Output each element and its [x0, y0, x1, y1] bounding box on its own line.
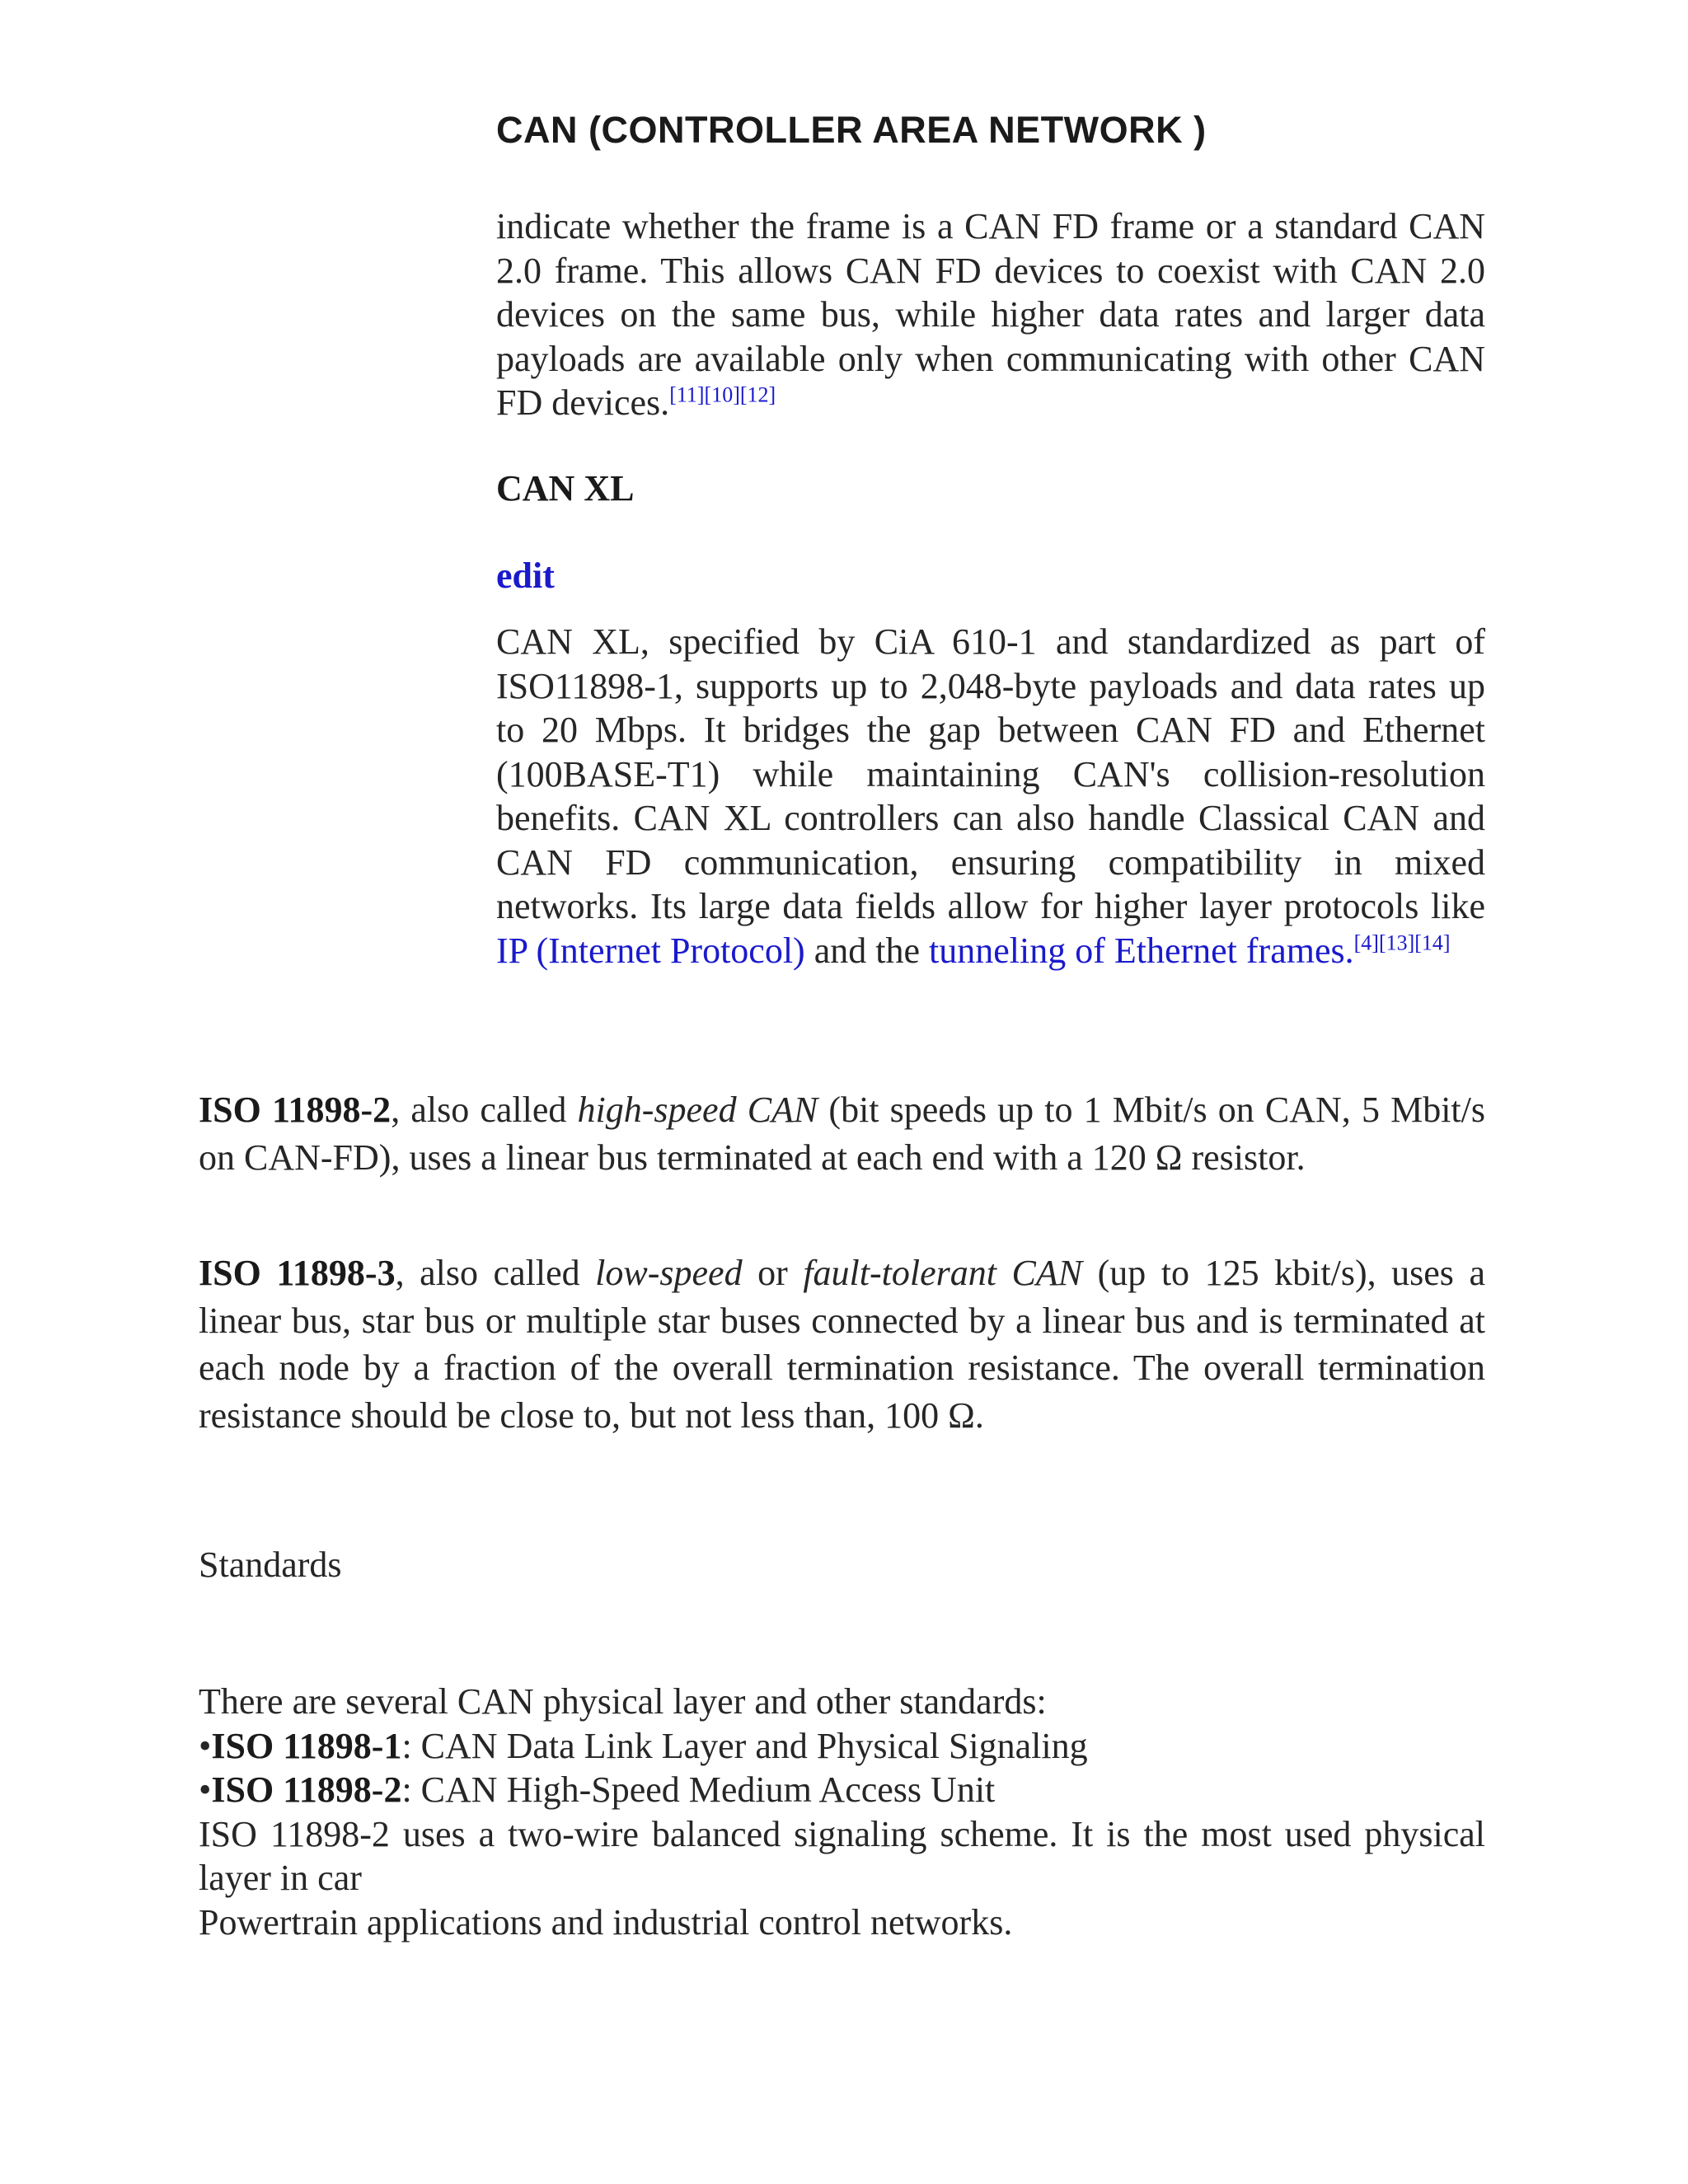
canxl-mid-text: and the — [804, 930, 930, 971]
bullet-icon: • — [199, 1769, 212, 1810]
iso3-italic-2: fault-tolerant CAN — [803, 1253, 1083, 1293]
standards-section — [199, 1680, 1485, 1944]
canxl-text: CAN XL, specified by CiA 610-1 and standardized as part of ISO11898-1, supports up to 2,048-byte payloads and data rates up to 20 Mbps. It bridges the gap between CAN FD and Ethernet (100BASE-T1) while maintaining CAN's collision-resolution benefits. CAN XL controllers can also handle Classical CAN and CAN FD communication, ensuring compatibility in mixed networks. Its large data fields allow for higher layer protocols like — [496, 621, 1485, 926]
canxl-heading-block — [496, 466, 1485, 511]
standards-heading-block — [199, 1543, 1485, 1586]
standard-code: ISO 11898-1 — [211, 1725, 402, 1766]
standard-desc: : CAN High-Speed Medium Access Unit — [401, 1769, 996, 1810]
canxl-references[interactable]: [4][13][14] — [1353, 930, 1451, 954]
ip-link[interactable]: IP (Internet Protocol) — [496, 930, 805, 971]
canxl-paragraph — [496, 620, 1485, 972]
iso2-text-2: (bit speeds up to 1 Mbit/s on CAN, 5 Mbit/s on CAN-FD), uses a linear bus terminated at each end with a 120 Ω resistor. — [199, 1090, 1485, 1178]
iso3-bold: ISO 11898-3 — [199, 1253, 396, 1293]
iso2-paragraph — [199, 1086, 1485, 1182]
standards-note-2: Powertrain applications and industrial control networks. — [199, 1901, 1013, 1943]
standards-item — [199, 1768, 1485, 1812]
tunneling-link[interactable]: tunneling of Ethernet frames. — [929, 930, 1354, 971]
canxl-section — [496, 620, 1485, 972]
iso3-text-2: or — [742, 1253, 804, 1293]
bullet-icon: • — [199, 1725, 212, 1766]
canxl-edit-block — [496, 554, 1485, 598]
standards-note: ISO 11898-2 uses a two-wire balanced signaling scheme. It is the most used physical layer in car — [199, 1813, 1485, 1898]
iso2-text-1: , also called — [391, 1090, 578, 1130]
standards-heading: Standards — [199, 1544, 342, 1585]
canfd-text: indicate whether the frame is a CAN FD frame or a standard CAN 2.0 frame. This allows CAN FD devices to coexist with CAN 2.0 devices on the same bus, while higher data rates and larger data payloads are available only when communicating with other CAN FD devices. — [496, 206, 1485, 423]
iso2-bold: ISO 11898-2 — [199, 1090, 392, 1130]
iso3-italic-1: low-speed — [595, 1253, 743, 1293]
canfd-paragraph — [496, 204, 1485, 425]
standards-item — [199, 1724, 1485, 1769]
iso2-section — [199, 1086, 1485, 1182]
canfd-section — [496, 204, 1485, 425]
standard-desc: : CAN Data Link Layer and Physical Signaling — [401, 1725, 1088, 1766]
canfd-references[interactable]: [11][10][12] — [669, 382, 776, 407]
iso3-paragraph — [199, 1249, 1485, 1439]
page-title: CAN (CONTROLLER AREA NETWORK ) — [496, 109, 1207, 151]
iso3-text-1: , also called — [395, 1253, 596, 1293]
edit-link[interactable]: edit — [496, 555, 555, 596]
canxl-heading: CAN XL — [496, 468, 635, 509]
standard-code: ISO 11898-2 — [211, 1769, 402, 1810]
standards-intro: There are several CAN physical layer and other standards: — [199, 1681, 1047, 1722]
iso3-text-3: (up to 125 kbit/s), uses a linear bus, star bus or multiple star buses connected by a linear bus and is terminated at each node by a fraction of the overall termination resistance. The overall termination resistance should be close to, but not less than, 100 Ω. — [199, 1253, 1485, 1436]
iso3-section — [199, 1249, 1485, 1439]
iso2-italic: high-speed CAN — [577, 1090, 818, 1130]
